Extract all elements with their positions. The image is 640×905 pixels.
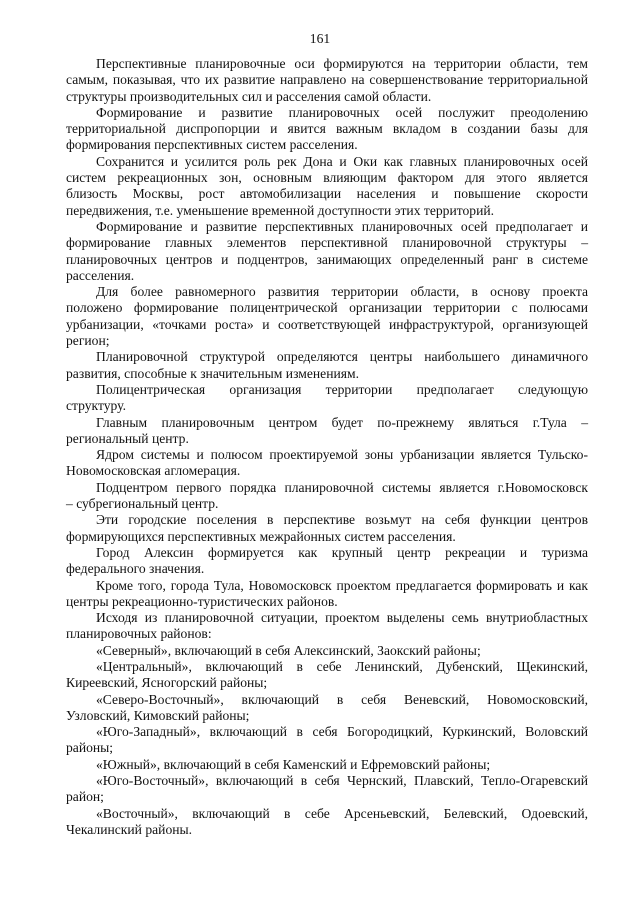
text-line: близость Москвы, рост автомобилизации населения и повышение скорости [66, 186, 588, 202]
text-line: Подцентром первого порядка планировочной системы является г.Новомосковск [96, 479, 588, 495]
text-line: Исходя из планировочной ситуации, проектом выделены семь внутриобластных [96, 610, 588, 626]
text-line: «Северо-Восточный», включающий в себя Веневский, Новомосковский, [96, 691, 588, 707]
text-line: Сохранится и усилится роль рек Дона и Оки как главных планировочных осей [96, 153, 588, 169]
text-line: Киреевский, Ясногорский районы; [66, 675, 268, 691]
text-line: положено формирование полицентрической организации территории с полюсами [66, 300, 588, 316]
text-line: «Центральный», включающий в себе Ленинский, Дубенский, Щекинский, [96, 658, 588, 674]
text-line: Город Алексин формируется как крупный центр рекреации и туризма [96, 544, 588, 560]
text-line: Узловский, Кимовский районы; [66, 707, 250, 723]
text-line: Новомосковская агломерация. [66, 463, 241, 479]
text-line: район; [66, 789, 104, 805]
text-line: центры рекреационно-туристических районов. [66, 593, 338, 609]
text-line: Главным планировочным центром будет по-прежнему являться г.Тула – [96, 414, 588, 430]
text-line: структуру. [66, 398, 126, 414]
text-line: Полицентрическая организация территории предполагает следующую [96, 381, 588, 397]
text-line: Для более равномерного развития территории области, в основу проекта [96, 284, 588, 300]
text-line: Планировочной структурой определяются центры наибольшего динамичного [96, 349, 588, 365]
text-line: федерального значения. [66, 561, 205, 577]
text-line: региональный центр. [66, 430, 189, 446]
text-line: передвижения, т.е. уменьшение временной доступности этих территорий. [66, 202, 495, 218]
page-number: 161 [309, 31, 331, 46]
text-line: Чекалинский районы. [66, 821, 193, 837]
text-line: формирование главных элементов перспективной планировочной структуры – [66, 235, 588, 251]
text-line: формирующихся перспективных межрайонных систем расселения. [66, 528, 456, 544]
text-line: «Юго-Восточный», включающий в себя Чернский, Плавский, Тепло-Огаревский [96, 773, 588, 789]
text-line: Эти городские поселения в перспективе возьмут на себя функции центров [96, 512, 588, 528]
text-line: урбанизации, «точками роста» и соответствующей инфраструктурой, организующей [66, 316, 588, 332]
text-line: «Северный», включающий в себя Алексинский, Заокский районы; [96, 642, 481, 658]
text-line: расселения. [66, 267, 135, 283]
text-line: регион; [66, 333, 110, 349]
text-line: «Юго-Западный», включающий в себя Богородицкий, Куркинский, Воловский [96, 724, 588, 740]
document-body [66, 56, 588, 838]
text-line: Кроме того, города Тула, Новомосковск проектом предлагается формировать и как [96, 577, 588, 593]
text-line: планировочных районов: [66, 626, 212, 642]
text-line: Формирование и развитие планировочных осей послужит преодолению [96, 104, 588, 120]
text-line: самым, показывая, что их развитие направлено на совершенствование территориальной [66, 72, 588, 88]
text-line: формирования перспективных систем расселения. [66, 137, 358, 153]
text-line: районы; [66, 740, 114, 756]
text-line: структуры производительных сил и расселения самой области. [66, 88, 432, 104]
text-line: Формирование и развитие перспективных планировочных осей предполагает и [96, 218, 588, 234]
text-line: планировочных центров и подцентров, занимающих определенный ранг в системе [66, 251, 588, 267]
text-line: территориальной диспропорции и явится важным вкладом в создании базы для [66, 121, 588, 137]
text-line: развития, способные к значительным изменениям. [66, 365, 360, 381]
text-line: систем рекреационных зон, основным влияющим фактором для этого является [66, 170, 588, 186]
text-line: Перспективные планировочные оси формируются на территории области, тем [96, 56, 588, 71]
text-line: – субрегиональный центр. [66, 496, 219, 512]
text-line: «Южный», включающий в себя Каменский и Ефремовский районы; [96, 756, 491, 772]
text-line: «Восточный», включающий в себе Арсеньевский, Белевский, Одоевский, [96, 805, 588, 821]
text-line: Ядром системы и полюсом проектируемой зоны урбанизации является Тульско- [96, 447, 588, 463]
